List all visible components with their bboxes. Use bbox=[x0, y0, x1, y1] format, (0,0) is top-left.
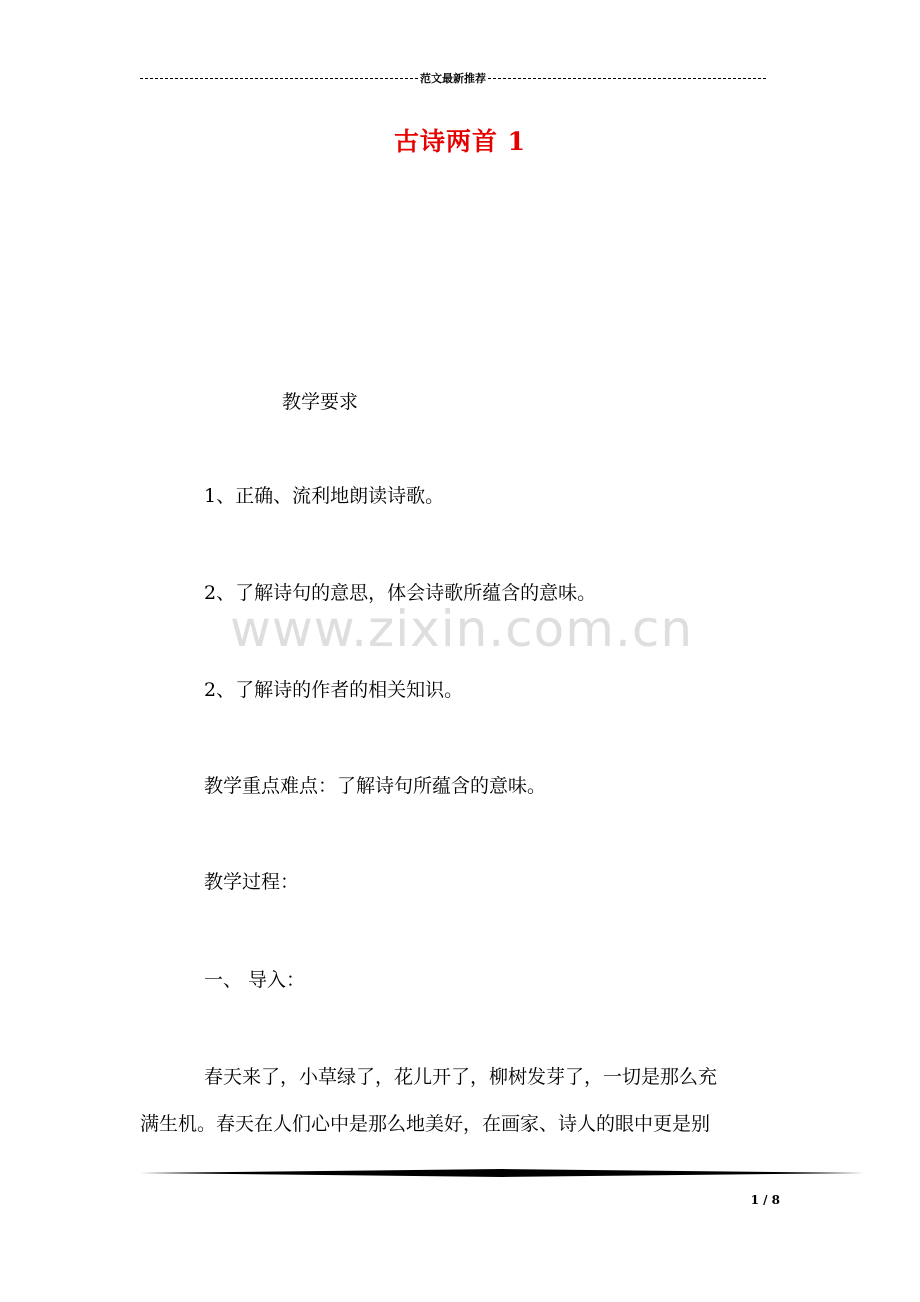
footer-rule bbox=[140, 1168, 864, 1178]
paragraph-requirement-3: 2、了解诗的作者的相关知识。 bbox=[204, 679, 464, 701]
document-title: 古诗两首 1 bbox=[393, 127, 527, 156]
paragraph-body-line-1: 春天来了，小草绿了，花儿开了，柳树发芽了，一切是那么充 bbox=[204, 1066, 718, 1088]
paragraph-section-intro: 一、 导入： bbox=[204, 969, 306, 991]
header-label: 范文最新推荐 bbox=[420, 72, 486, 85]
paragraph-body-line-2: 满生机。春天在人们心中是那么地美好，在画家、诗人的眼中更是别 bbox=[140, 1113, 711, 1135]
watermark-text: www.zixin.com.cn bbox=[230, 600, 694, 658]
page-number: 1 / 8 bbox=[750, 1193, 780, 1207]
header-dashed-line-right bbox=[488, 78, 766, 79]
paragraph-key-difficulty: 教学重点难点：了解诗句所蕴含的意味。 bbox=[204, 775, 547, 797]
paragraph-requirement-1: 1、正确、流利地朗读诗歌。 bbox=[204, 485, 445, 507]
paragraph-teaching-process: 教学过程： bbox=[204, 871, 300, 893]
paragraph-requirement-2: 2、了解诗句的意思，体会诗歌所蕴含的意味。 bbox=[204, 582, 597, 604]
footer-rule-shape bbox=[140, 1169, 864, 1177]
header-dashed-line-left bbox=[140, 78, 418, 79]
paragraph-teaching-requirements: 教学要求 bbox=[282, 391, 359, 413]
header-banner bbox=[140, 70, 766, 86]
